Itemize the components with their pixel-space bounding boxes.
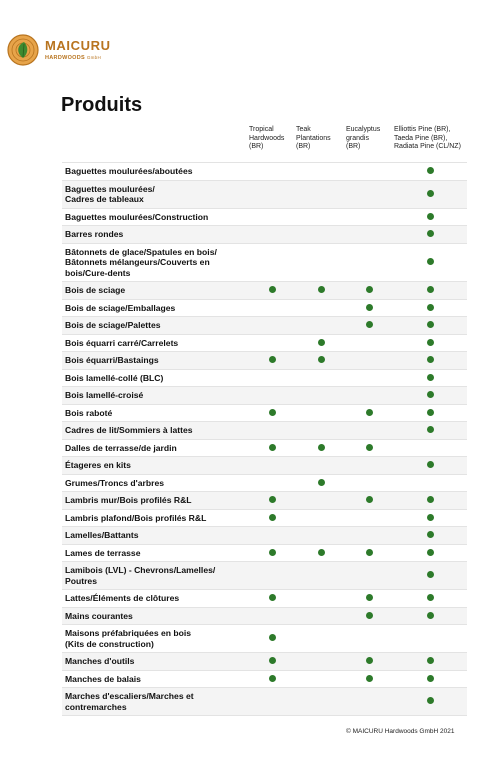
table-row <box>62 404 467 422</box>
availability-cell-eucalyptus <box>345 457 393 475</box>
availability-cell-teak <box>297 439 345 457</box>
availability-cell-pine <box>393 625 467 653</box>
availability-cell-eucalyptus <box>345 334 393 352</box>
availability-cell-teak <box>297 334 345 352</box>
table-row <box>62 226 467 244</box>
availability-cell-tropical <box>247 474 297 492</box>
availability-cell-eucalyptus <box>345 299 393 317</box>
availability-cell-eucalyptus <box>345 625 393 653</box>
availability-cell-tropical <box>247 607 297 625</box>
availability-cell-teak <box>297 590 345 608</box>
product-name: Lambris plafond/Bois profilés R&L <box>65 512 207 523</box>
table-row <box>62 163 467 181</box>
availability-cell-teak <box>297 422 345 440</box>
table-row <box>62 607 467 625</box>
available-dot-icon <box>269 444 276 451</box>
availability-cell-tropical <box>247 527 297 545</box>
product-name: Dalles de terrasse/de jardin <box>65 442 177 453</box>
table-row <box>62 422 467 440</box>
product-name: Baguettes moulurées/aboutées <box>65 166 193 176</box>
table-row <box>62 527 467 545</box>
table-row <box>62 625 467 653</box>
table-row <box>62 590 467 608</box>
available-dot-icon <box>427 374 434 381</box>
available-dot-icon <box>427 286 434 293</box>
availability-cell-teak <box>297 369 345 387</box>
available-dot-icon <box>427 190 434 197</box>
availability-cell-tropical <box>247 509 297 527</box>
available-dot-icon <box>269 409 276 416</box>
availability-cell-tropical <box>247 387 297 405</box>
product-name: Bâtonnets de glace/Spatules en bois/ Bâtonnets mélangeurs/Couverts en bois/Cure-dents <box>65 246 217 278</box>
table-row <box>62 544 467 562</box>
available-dot-icon <box>366 444 373 451</box>
availability-cell-pine <box>393 653 467 671</box>
available-dot-icon <box>318 286 325 293</box>
availability-cell-tropical <box>247 243 297 282</box>
available-dot-icon <box>427 167 434 174</box>
availability-cell-teak <box>297 607 345 625</box>
availability-cell-pine <box>393 282 467 300</box>
availability-cell-pine <box>393 474 467 492</box>
product-name: Maisons préfabriquées en bois (Kits de construction) <box>65 628 192 649</box>
available-dot-icon <box>427 356 434 363</box>
availability-cell-eucalyptus <box>345 509 393 527</box>
table-row <box>62 670 467 688</box>
products-table <box>62 162 467 716</box>
availability-cell-pine <box>393 404 467 422</box>
availability-cell-eucalyptus <box>345 243 393 282</box>
availability-cell-pine <box>393 317 467 335</box>
product-name: Bois de sciage/Emballages <box>65 302 176 313</box>
availability-cell-tropical <box>247 226 297 244</box>
availability-cell-teak <box>297 163 345 181</box>
available-dot-icon <box>366 594 373 601</box>
availability-cell-tropical <box>247 625 297 653</box>
availability-cell-eucalyptus <box>345 474 393 492</box>
available-dot-icon <box>427 675 434 682</box>
available-dot-icon <box>427 657 434 664</box>
availability-cell-tropical <box>247 653 297 671</box>
availability-cell-eucalyptus <box>345 653 393 671</box>
available-dot-icon <box>427 571 434 578</box>
available-dot-icon <box>366 496 373 503</box>
available-dot-icon <box>269 594 276 601</box>
availability-cell-pine <box>393 422 467 440</box>
available-dot-icon <box>427 514 434 521</box>
available-dot-icon <box>269 549 276 556</box>
availability-cell-tropical <box>247 180 297 208</box>
available-dot-icon <box>427 258 434 265</box>
availability-cell-eucalyptus <box>345 163 393 181</box>
availability-cell-pine <box>393 387 467 405</box>
available-dot-icon <box>318 356 325 363</box>
availability-cell-teak <box>297 299 345 317</box>
availability-cell-eucalyptus <box>345 544 393 562</box>
available-dot-icon <box>366 409 373 416</box>
availability-cell-eucalyptus <box>345 352 393 370</box>
availability-cell-eucalyptus <box>345 527 393 545</box>
available-dot-icon <box>366 304 373 311</box>
availability-cell-pine <box>393 163 467 181</box>
availability-cell-eucalyptus <box>345 607 393 625</box>
available-dot-icon <box>366 549 373 556</box>
available-dot-icon <box>427 461 434 468</box>
available-dot-icon <box>427 391 434 398</box>
page-title: Produits <box>61 94 143 116</box>
available-dot-icon <box>269 514 276 521</box>
available-dot-icon <box>427 230 434 237</box>
availability-cell-pine <box>393 527 467 545</box>
availability-cell-eucalyptus <box>345 422 393 440</box>
availability-cell-tropical <box>247 457 297 475</box>
available-dot-icon <box>427 321 434 328</box>
availability-cell-eucalyptus <box>345 562 393 590</box>
available-dot-icon <box>427 304 434 311</box>
availability-cell-eucalyptus <box>345 387 393 405</box>
availability-cell-pine <box>393 352 467 370</box>
available-dot-icon <box>427 409 434 416</box>
product-name: Lambris mur/Bois profilés R&L <box>62 492 247 510</box>
product-name: Manches de balais <box>65 673 141 684</box>
table-row <box>62 334 467 352</box>
available-dot-icon <box>366 286 373 293</box>
available-dot-icon <box>366 612 373 619</box>
table-row <box>62 243 467 282</box>
table-row <box>62 653 467 671</box>
available-dot-icon <box>427 426 434 433</box>
availability-cell-tropical <box>247 422 297 440</box>
availability-cell-teak <box>297 457 345 475</box>
product-name: Bois équarri carré/Carrelets <box>65 337 179 348</box>
availability-cell-eucalyptus <box>345 670 393 688</box>
availability-cell-tropical <box>247 208 297 226</box>
availability-cell-eucalyptus <box>345 317 393 335</box>
availability-cell-teak <box>297 208 345 226</box>
availability-cell-tropical <box>247 352 297 370</box>
product-name: Grumes/Troncs d'arbres <box>65 477 164 488</box>
availability-cell-tropical <box>247 544 297 562</box>
table-row <box>62 282 467 300</box>
availability-cell-tropical <box>247 439 297 457</box>
availability-cell-tropical <box>247 688 297 716</box>
product-name: Bois de sciage/Palettes <box>62 317 247 335</box>
availability-cell-tropical <box>247 562 297 590</box>
availability-cell-pine <box>393 688 467 716</box>
product-name: Bois équarri/Bastaings <box>62 352 247 370</box>
availability-cell-pine <box>393 226 467 244</box>
availability-cell-pine <box>393 439 467 457</box>
brand-gmbh: GmbH <box>86 55 102 60</box>
availability-cell-pine <box>393 544 467 562</box>
product-name: Baguettes moulurées/ Cadres de tableaux <box>62 180 247 208</box>
availability-cell-pine <box>393 457 467 475</box>
available-dot-icon <box>427 213 434 220</box>
product-name: Bois lamellé-croisé <box>62 387 247 405</box>
availability-cell-teak <box>297 317 345 335</box>
available-dot-icon <box>269 286 276 293</box>
product-name: Lamibois (LVL) - Chevrons/Lamelles/ Poutres <box>62 562 247 590</box>
product-name: Barres rondes <box>62 226 247 244</box>
availability-cell-eucalyptus <box>345 590 393 608</box>
availability-cell-teak <box>297 352 345 370</box>
table-row <box>62 369 467 387</box>
available-dot-icon <box>427 339 434 346</box>
availability-cell-pine <box>393 562 467 590</box>
column-header-eucalyptus: Eucalyptus grandis (BR) <box>346 126 381 150</box>
availability-cell-pine <box>393 334 467 352</box>
available-dot-icon <box>366 675 373 682</box>
table-row <box>62 509 467 527</box>
availability-cell-eucalyptus <box>345 492 393 510</box>
available-dot-icon <box>427 697 434 704</box>
availability-cell-tropical <box>247 590 297 608</box>
availability-cell-teak <box>297 404 345 422</box>
table-row <box>62 208 467 226</box>
available-dot-icon <box>427 594 434 601</box>
availability-cell-teak <box>297 180 345 208</box>
available-dot-icon <box>366 321 373 328</box>
availability-cell-eucalyptus <box>345 369 393 387</box>
table-row <box>62 562 467 590</box>
availability-cell-teak <box>297 387 345 405</box>
product-name: Lamelles/Battants <box>62 527 247 545</box>
wood-log-leaf-icon <box>7 34 39 66</box>
brand-subtitle <box>45 55 101 61</box>
available-dot-icon <box>318 339 325 346</box>
availability-cell-teak <box>297 625 345 653</box>
availability-cell-tropical <box>247 299 297 317</box>
table-row <box>62 439 467 457</box>
availability-cell-tropical <box>247 404 297 422</box>
table-row <box>62 299 467 317</box>
availability-cell-teak <box>297 688 345 716</box>
availability-cell-teak <box>297 653 345 671</box>
column-header-tropical: Tropical Hardwoods (BR) <box>249 126 285 150</box>
availability-cell-pine <box>393 299 467 317</box>
product-name: Mains courantes <box>62 607 247 625</box>
product-name: Bois lamellé-collé (BLC) <box>65 372 164 383</box>
availability-cell-eucalyptus <box>345 404 393 422</box>
availability-cell-teak <box>297 243 345 282</box>
availability-cell-tropical <box>247 492 297 510</box>
availability-cell-teak <box>297 509 345 527</box>
availability-cell-pine <box>393 607 467 625</box>
table-row <box>62 387 467 405</box>
product-name: Bois de sciage <box>62 282 247 300</box>
brand-logo <box>7 33 127 69</box>
table-row <box>62 492 467 510</box>
available-dot-icon <box>366 657 373 664</box>
availability-cell-eucalyptus <box>345 688 393 716</box>
availability-cell-eucalyptus <box>345 226 393 244</box>
availability-cell-tropical <box>247 282 297 300</box>
availability-cell-tropical <box>247 369 297 387</box>
product-name: Baguettes moulurées/Construction <box>65 211 209 222</box>
availability-cell-pine <box>393 208 467 226</box>
brand-sub: HARDWOODS <box>45 55 85 61</box>
product-name: Lames de terrasse <box>65 547 141 558</box>
availability-cell-tropical <box>247 334 297 352</box>
available-dot-icon <box>427 549 434 556</box>
availability-cell-tropical <box>247 163 297 181</box>
availability-cell-pine <box>393 369 467 387</box>
product-name: Marches d'escaliers/Marches et contremarches <box>62 688 247 716</box>
available-dot-icon <box>318 549 325 556</box>
available-dot-icon <box>269 675 276 682</box>
availability-cell-teak <box>297 474 345 492</box>
available-dot-icon <box>427 612 434 619</box>
availability-cell-eucalyptus <box>345 282 393 300</box>
available-dot-icon <box>427 496 434 503</box>
availability-cell-teak <box>297 544 345 562</box>
availability-cell-pine <box>393 180 467 208</box>
availability-cell-pine <box>393 509 467 527</box>
product-name: Cadres de lit/Sommiers à lattes <box>62 422 247 440</box>
available-dot-icon <box>269 356 276 363</box>
column-header-pine: Elliottis Pine (BR), Taeda Pine (BR), Radiata Pine (CL/NZ) <box>394 126 461 150</box>
availability-cell-teak <box>297 527 345 545</box>
available-dot-icon <box>269 496 276 503</box>
availability-cell-eucalyptus <box>345 180 393 208</box>
table-row <box>62 317 467 335</box>
available-dot-icon <box>318 444 325 451</box>
table-row <box>62 180 467 208</box>
product-name: Étageres en kits <box>62 457 247 475</box>
table-row <box>62 352 467 370</box>
availability-cell-pine <box>393 492 467 510</box>
available-dot-icon <box>427 531 434 538</box>
available-dot-icon <box>269 634 276 641</box>
brand-name: MAICURU <box>45 38 111 53</box>
availability-cell-teak <box>297 670 345 688</box>
available-dot-icon <box>269 657 276 664</box>
product-name: Lattes/Éléments de clôtures <box>65 593 180 603</box>
product-name: Manches d'outils <box>62 653 247 671</box>
table-row <box>62 457 467 475</box>
available-dot-icon <box>318 479 325 486</box>
column-header-teak: Teak Plantations (BR) <box>296 126 331 150</box>
availability-cell-tropical <box>247 317 297 335</box>
table-row <box>62 688 467 716</box>
availability-cell-teak <box>297 226 345 244</box>
copyright-footer: © MAICURU Hardwoods GmbH 2021 <box>346 728 455 735</box>
availability-cell-eucalyptus <box>345 208 393 226</box>
availability-cell-pine <box>393 243 467 282</box>
availability-cell-teak <box>297 562 345 590</box>
product-name: Bois raboté <box>65 407 113 418</box>
availability-cell-teak <box>297 282 345 300</box>
availability-cell-eucalyptus <box>345 439 393 457</box>
availability-cell-teak <box>297 492 345 510</box>
availability-cell-tropical <box>247 670 297 688</box>
table-row <box>62 474 467 492</box>
availability-cell-pine <box>393 590 467 608</box>
availability-cell-pine <box>393 670 467 688</box>
